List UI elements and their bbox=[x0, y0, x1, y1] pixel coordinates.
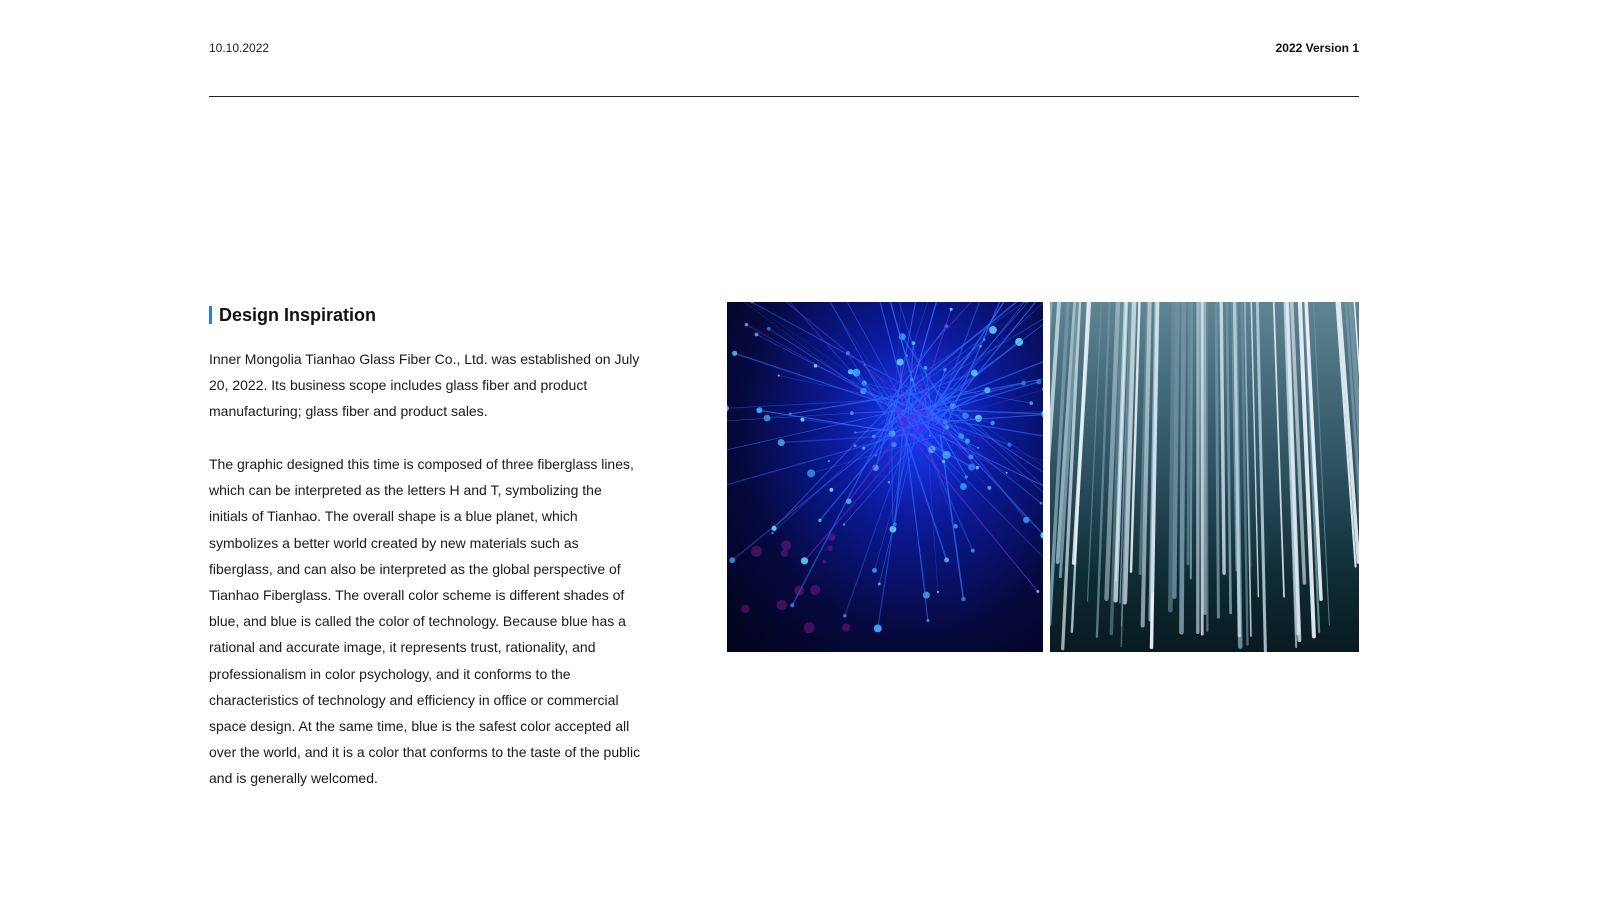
header-divider bbox=[209, 96, 1359, 97]
heading-accent-bar bbox=[209, 306, 212, 324]
header-version: 2022 Version 1 bbox=[1275, 41, 1359, 55]
fiber-optic-burst-image bbox=[727, 302, 1043, 652]
section-heading bbox=[209, 303, 376, 327]
header-date: 10.10.2022 bbox=[209, 41, 270, 55]
design-description-paragraph: The graphic designed this time is composed of three fiberglass lines, which can be interpreted as the letters H and T, symbolizing the initials of Tianhao. The overall shape is a blue planet, which symbolizes a better world created by new materials such as fiberglass, and can also be interpreted as the global perspective of Tianhao Fiberglass. The overall color scheme is different shades of blue, and blue is called the color of technology. Because blue has a rational and accurate image, it represents trust, rationality, and professionalism in color psychology, and it conforms to the characteristics of technology and efficiency in office or commercial space design. At the same time, blue is the safest color accepted all over the world, and it is a color that conforms to the taste of the public and is generally welcomed. bbox=[209, 456, 641, 787]
fiber-optic-strands-image bbox=[1050, 302, 1359, 652]
section-title: Design Inspiration bbox=[219, 305, 377, 325]
intro-paragraph: Inner Mongolia Tianhao Glass Fiber Co., Ltd. was established on July 20, 2022. Its business scope includes glass fiber and product manufacturing; glass fiber and product sales. bbox=[209, 351, 640, 420]
